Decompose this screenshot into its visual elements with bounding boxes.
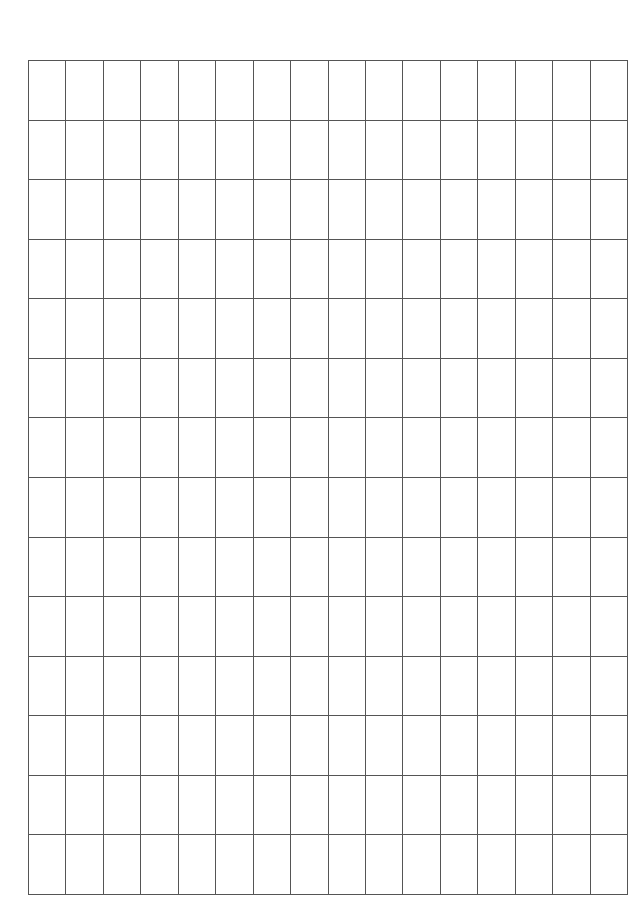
table-cell [66, 716, 103, 776]
table-cell [66, 120, 103, 180]
table-cell [553, 597, 590, 657]
table-cell [29, 597, 66, 657]
table-cell [328, 835, 365, 895]
table-cell [178, 716, 215, 776]
table-cell [141, 775, 178, 835]
table-row [29, 656, 628, 716]
table-cell [365, 299, 402, 359]
table-cell [141, 299, 178, 359]
table-cell [403, 358, 440, 418]
table-cell [291, 656, 328, 716]
table-cell [178, 835, 215, 895]
table-cell [291, 180, 328, 240]
page-number [304, 28, 336, 40]
table-cell [178, 477, 215, 537]
table-cell [291, 597, 328, 657]
table-cell [365, 418, 402, 478]
table-row [29, 180, 628, 240]
table-cell [291, 358, 328, 418]
table-cell [403, 120, 440, 180]
table-row [29, 299, 628, 359]
table-row [29, 716, 628, 776]
table-cell [478, 656, 515, 716]
table-cell [403, 239, 440, 299]
table-cell [29, 716, 66, 776]
table-cell [590, 61, 627, 121]
table-cell [103, 716, 140, 776]
table-cell [66, 775, 103, 835]
table-cell [365, 835, 402, 895]
table-cell [515, 418, 552, 478]
table-cell [178, 597, 215, 657]
table-cell [328, 61, 365, 121]
table-cell [515, 299, 552, 359]
table-cell [178, 656, 215, 716]
table-cell [66, 299, 103, 359]
table-cell [178, 358, 215, 418]
table-cell [178, 61, 215, 121]
table-cell [478, 775, 515, 835]
table-cell [103, 358, 140, 418]
table-cell [515, 61, 552, 121]
table-cell [440, 716, 477, 776]
table-cell [365, 775, 402, 835]
table-cell [141, 597, 178, 657]
table-cell [29, 61, 66, 121]
table-row [29, 61, 628, 121]
table-cell [141, 418, 178, 478]
table-cell [328, 597, 365, 657]
table-cell [29, 299, 66, 359]
table-cell [515, 716, 552, 776]
table-cell [29, 120, 66, 180]
table-cell [291, 716, 328, 776]
table-cell [216, 537, 253, 597]
table-cell [440, 418, 477, 478]
table-cell [216, 299, 253, 359]
table-cell [253, 120, 290, 180]
table-cell [291, 835, 328, 895]
table-cell [178, 775, 215, 835]
table-cell [515, 537, 552, 597]
table-cell [66, 835, 103, 895]
table-cell [328, 180, 365, 240]
table-cell [440, 61, 477, 121]
table-cell [365, 716, 402, 776]
table-cell [178, 418, 215, 478]
table-cell [440, 120, 477, 180]
table-cell [291, 477, 328, 537]
table-cell [328, 656, 365, 716]
table-row [29, 597, 628, 657]
table-cell [29, 358, 66, 418]
table-cell [216, 120, 253, 180]
table-cell [103, 835, 140, 895]
table-cell [403, 597, 440, 657]
table-cell [29, 180, 66, 240]
table-cell [141, 656, 178, 716]
table-cell [253, 537, 290, 597]
table-cell [103, 775, 140, 835]
table-cell [440, 775, 477, 835]
table-cell [253, 299, 290, 359]
table-cell [365, 656, 402, 716]
table-cell [141, 477, 178, 537]
table-cell [178, 120, 215, 180]
table-cell [328, 537, 365, 597]
table-cell [253, 418, 290, 478]
table-cell [103, 180, 140, 240]
table-cell [440, 656, 477, 716]
table-cell [553, 716, 590, 776]
table-cell [178, 537, 215, 597]
table-cell [328, 239, 365, 299]
table-row [29, 418, 628, 478]
table-cell [478, 537, 515, 597]
table-cell [440, 835, 477, 895]
table-cell [440, 477, 477, 537]
table-cell [103, 418, 140, 478]
table-cell [141, 239, 178, 299]
table-cell [66, 61, 103, 121]
table-cell [216, 656, 253, 716]
table-cell [66, 358, 103, 418]
table-cell [253, 358, 290, 418]
table-cell [216, 835, 253, 895]
table-cell [515, 180, 552, 240]
table-cell [103, 239, 140, 299]
table-cell [440, 537, 477, 597]
table-cell [590, 180, 627, 240]
table-cell [29, 537, 66, 597]
table-cell [590, 835, 627, 895]
table-cell [553, 299, 590, 359]
table-cell [216, 61, 253, 121]
table-cell [478, 597, 515, 657]
table-cell [590, 597, 627, 657]
table-cell [66, 597, 103, 657]
table-cell [291, 120, 328, 180]
table-cell [291, 775, 328, 835]
table-grid [28, 60, 628, 895]
table-cell [478, 61, 515, 121]
table-cell [403, 656, 440, 716]
table-row [29, 239, 628, 299]
table-cell [553, 61, 590, 121]
table-cell [590, 537, 627, 597]
table-cell [141, 716, 178, 776]
rotated-characteristics-table [28, 60, 628, 895]
table-row [29, 775, 628, 835]
table-cell [403, 180, 440, 240]
table-row [29, 537, 628, 597]
table-cell [103, 299, 140, 359]
table-cell [553, 239, 590, 299]
table-cell [253, 656, 290, 716]
table-cell [141, 61, 178, 121]
table-cell [553, 477, 590, 537]
table-cell [253, 180, 290, 240]
table-cell [590, 239, 627, 299]
table-cell [253, 477, 290, 537]
table-cell [328, 299, 365, 359]
table-cell [515, 239, 552, 299]
table-cell [253, 835, 290, 895]
table-cell [478, 477, 515, 537]
table-cell [403, 299, 440, 359]
table-cell [328, 358, 365, 418]
table-cell [515, 775, 552, 835]
table-cell [29, 239, 66, 299]
table-cell [403, 418, 440, 478]
table-cell [478, 299, 515, 359]
table-cell [403, 775, 440, 835]
table-cell [553, 358, 590, 418]
table-cell [403, 835, 440, 895]
table-cell [328, 775, 365, 835]
table-cell [103, 537, 140, 597]
table-cell [141, 835, 178, 895]
table-cell [590, 775, 627, 835]
table-cell [590, 358, 627, 418]
table-cell [590, 418, 627, 478]
table-cell [590, 656, 627, 716]
table-cell [216, 358, 253, 418]
table-cell [141, 358, 178, 418]
table-cell [553, 775, 590, 835]
table-cell [66, 180, 103, 240]
table-cell [291, 299, 328, 359]
table-cell [216, 716, 253, 776]
table-cell [141, 537, 178, 597]
table-cell [103, 477, 140, 537]
table-cell [478, 716, 515, 776]
table-cell [365, 597, 402, 657]
table-cell [291, 61, 328, 121]
table-cell [216, 477, 253, 537]
table-cell [478, 835, 515, 895]
table-cell [178, 239, 215, 299]
table-cell [216, 597, 253, 657]
table-cell [291, 537, 328, 597]
table-cell [29, 775, 66, 835]
table-cell [553, 418, 590, 478]
table-cell [103, 61, 140, 121]
table-cell [29, 418, 66, 478]
table-cell [515, 358, 552, 418]
table-cell [141, 180, 178, 240]
table-cell [365, 120, 402, 180]
table-cell [328, 477, 365, 537]
table-cell [515, 656, 552, 716]
table-cell [291, 418, 328, 478]
table-cell [590, 716, 627, 776]
table-cell [478, 418, 515, 478]
table-cell [440, 358, 477, 418]
table-cell [291, 239, 328, 299]
table-cell [66, 537, 103, 597]
table-cell [365, 477, 402, 537]
table-cell [403, 537, 440, 597]
table-cell [440, 239, 477, 299]
table-cell [253, 775, 290, 835]
table-cell [253, 597, 290, 657]
table-cell [553, 537, 590, 597]
table-cell [553, 120, 590, 180]
table-row [29, 358, 628, 418]
table-cell [103, 656, 140, 716]
table-cell [253, 61, 290, 121]
table-cell [553, 835, 590, 895]
table-cell [365, 239, 402, 299]
table-row [29, 835, 628, 895]
table-cell [515, 597, 552, 657]
table-cell [440, 597, 477, 657]
table-cell [141, 120, 178, 180]
table-cell [440, 299, 477, 359]
table-cell [216, 418, 253, 478]
table-cell [66, 418, 103, 478]
table-cell [103, 597, 140, 657]
table-cell [365, 537, 402, 597]
table-cell [478, 358, 515, 418]
table-cell [328, 716, 365, 776]
table-cell [178, 180, 215, 240]
table-cell [478, 120, 515, 180]
table-cell [29, 835, 66, 895]
table-cell [515, 835, 552, 895]
table-cell [365, 358, 402, 418]
table-cell [328, 418, 365, 478]
table-cell [216, 239, 253, 299]
table-cell [590, 120, 627, 180]
table-cell [553, 180, 590, 240]
table-cell [365, 61, 402, 121]
table-cell [253, 716, 290, 776]
table-cell [403, 61, 440, 121]
table-cell [365, 180, 402, 240]
table-cell [478, 180, 515, 240]
table-cell [553, 656, 590, 716]
table-cell [216, 180, 253, 240]
table-cell [29, 656, 66, 716]
table-cell [178, 299, 215, 359]
table-row [29, 120, 628, 180]
table-cell [253, 239, 290, 299]
table-cell [66, 656, 103, 716]
table-cell [403, 716, 440, 776]
table-cell [103, 120, 140, 180]
table-cell [66, 477, 103, 537]
table-cell [440, 180, 477, 240]
table-cell [216, 775, 253, 835]
table-cell [29, 477, 66, 537]
table-cell [590, 299, 627, 359]
table-cell [403, 477, 440, 537]
table-cell [478, 239, 515, 299]
table-cell [590, 477, 627, 537]
table-row [29, 477, 628, 537]
table-cell [66, 239, 103, 299]
table-cell [515, 120, 552, 180]
table-cell [515, 477, 552, 537]
table-cell [328, 120, 365, 180]
